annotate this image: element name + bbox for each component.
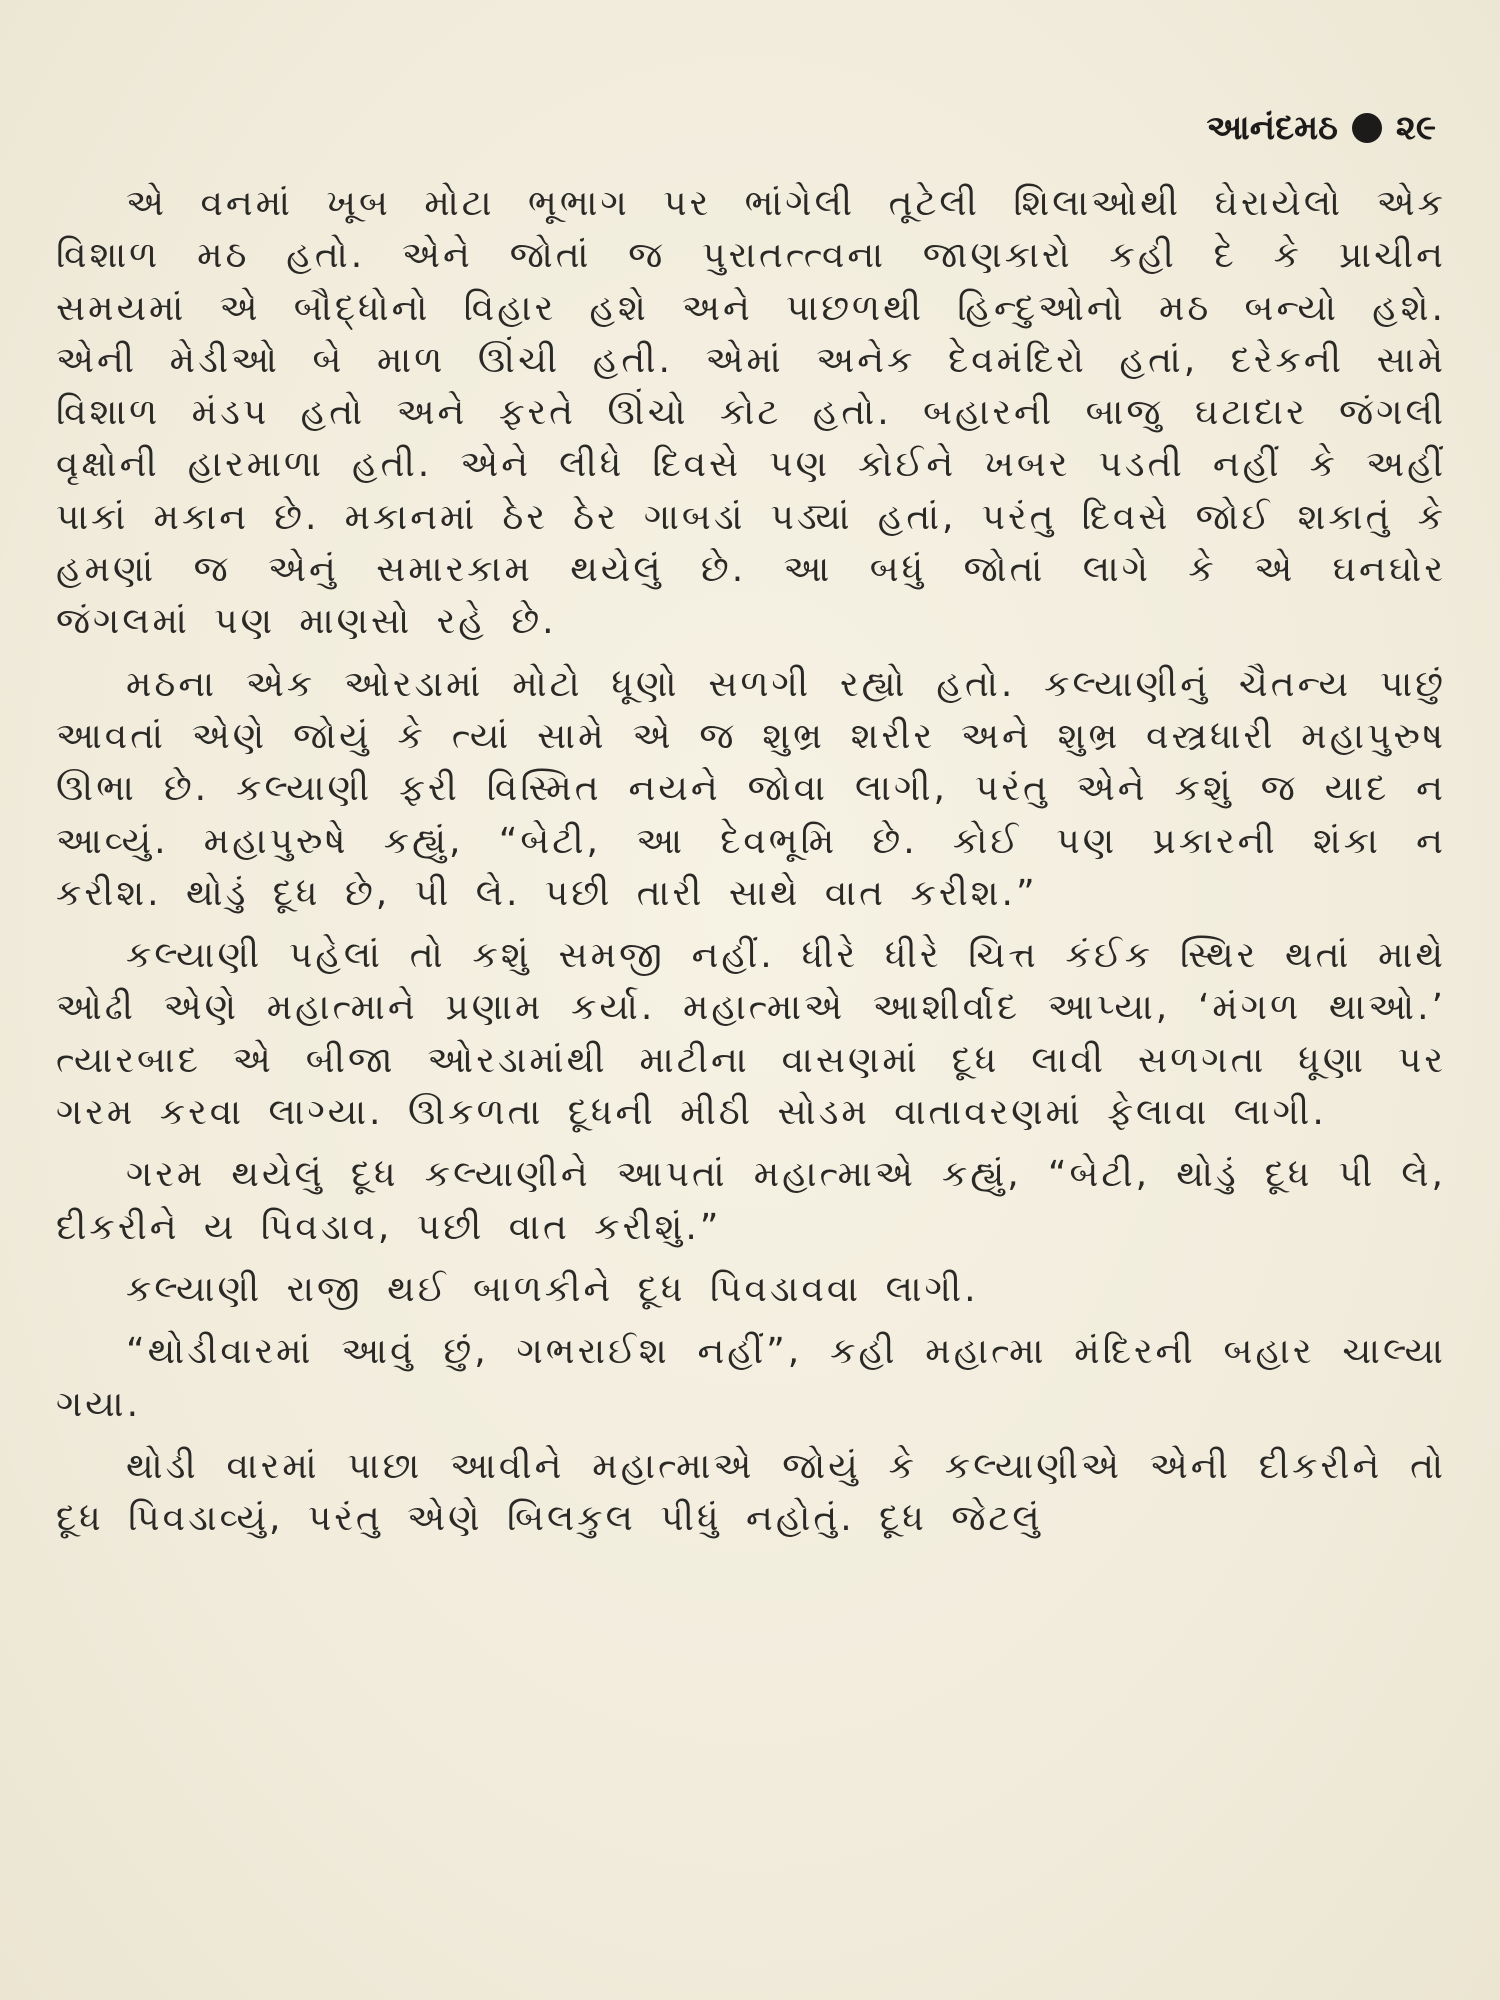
running-header xyxy=(1207,108,1436,148)
book-title: આનંદમઠ xyxy=(1206,108,1338,148)
paragraph: કલ્યાણી પહેલાં તો કશું સમજી નહીં. ધીરે ધીરે ચિત્ત કંઈક સ્થિર થતાં માથે ઓઢી એણે મહાત્માને પ્રણામ કર્યા. મહાત્માએ આશીર્વાદ આપ્યા, ‘મંગળ થાઓ.’ ત્યારબાદ એ બીજા ઓરડામાંથી માટીના વાસણમાં દૂધ લાવી સળગતા ધૂણા પર ગરમ કરવા લાગ્યા. ઊકળતા દૂધની મીઠી સોડમ વાતાવરણમાં ફેલાવા લાગી. xyxy=(56,935,1446,1134)
paragraph: ગરમ થયેલું દૂધ કલ્યાણીને આપતાં મહાત્માએ કહ્યું, “બેટી, થોડું દૂધ પી લે, દીકરીને ય પિવડાવ, પછી વાત કરીશું.” xyxy=(56,1154,1446,1248)
paragraph: “થોડીવારમાં આવું છું, ગભરાઈશ નહીં”, કહી મહાત્મા મંદિરની બહાર ચાલ્યા ગયા. xyxy=(56,1331,1446,1425)
page-number: ૨૯ xyxy=(1395,108,1436,148)
page-body xyxy=(56,178,1446,1555)
bullet-dot-icon xyxy=(1352,113,1382,143)
paragraph: મઠના એક ઓરડામાં મોટો ધૂણો સળગી રહ્યો હતો. કલ્યાણીનું ચૈતન્ય પાછું આવતાં એણે જોયું કે ત્યાં સામે એ જ શુભ્ર શરીર અને શુભ્ર વસ્ત્રધારી મહાપુરુષ ઊભા છે. કલ્યાણી ફરી વિસ્મિત નયને જોવા લાગી, પરંતુ એને કશું જ યાદ ન આવ્યું. મહાપુરુષે કહ્યું, “બેટી, આ દેવભૂમિ છે. કોઈ પણ પ્રકારની શંકા ન કરીશ. થોડું દૂધ છે, પી લે. પછી તારી સાથે વાત કરીશ.” xyxy=(56,663,1446,914)
paragraph: કલ્યાણી રાજી થઈ બાળકીને દૂધ પિવડાવવા લાગી. xyxy=(126,1268,979,1310)
paragraph: એ વનમાં ખૂબ મોટા ભૂભાગ પર ભાંગેલી તૂટેલી શિલાઓથી ઘેરાયેલો એક વિશાળ મઠ હતો. એને જોતાં જ પુરાતત્ત્વના જાણકારો કહી દે કે પ્રાચીન સમયમાં એ બૌદ્ધોનો વિહાર હશે અને પાછળથી હિન્દુઓનો મઠ બન્યો હશે. એની મેડીઓ બે માળ ઊંચી હતી. એમાં અનેક દેવમંદિરો હતાં, દરેકની સામે વિશાળ મંડપ હતો અને ફરતે ઊંચો કોટ હતો. બહારની બાજુ ઘટાદાર જંગલી વૃક્ષોની હારમાળા હતી. એને લીધે દિવસે પણ કોઈને ખબર પડતી નહીં કે અહીં પાકાં મકાન છે. મકાનમાં ઠેર ઠેર ગાબડાં પડ્યાં હતાં, પરંતુ દિવસે જોઈ શકાતું કે હમણાં જ એનું સમારકામ થયેલું છે. આ બધું જોતાં લાગે કે એ ઘનઘોર જંગલમાં પણ માણસો રહે છે. xyxy=(56,183,1446,643)
paragraph: થોડી વારમાં પાછા આવીને મહાત્માએ જોયું કે કલ્યાણીએ એની દીકરીને તો દૂધ પિવડાવ્યું, પરંતુ એણે બિલકુલ પીધું નહોતું. દૂધ જેટલું xyxy=(56,1445,1446,1540)
